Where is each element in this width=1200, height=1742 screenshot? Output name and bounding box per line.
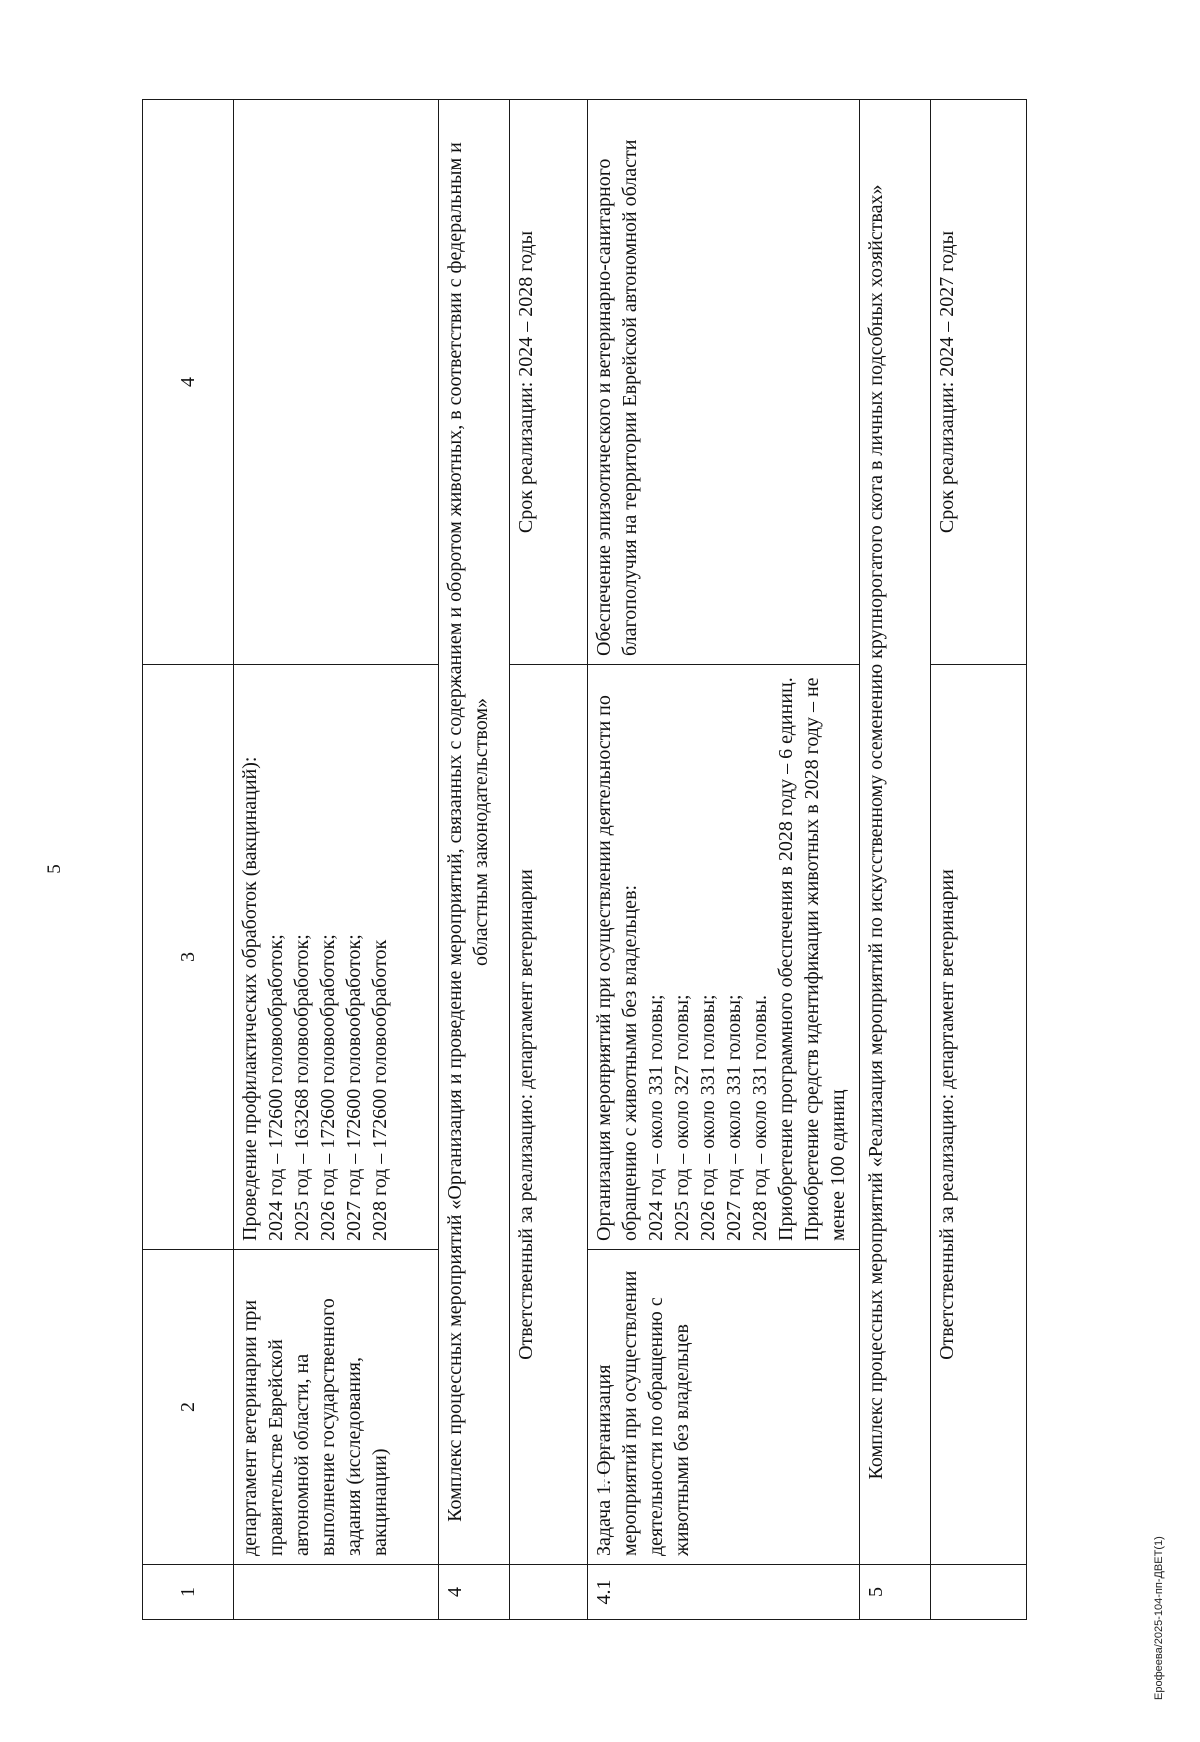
- result-line: Приобретение средств идентификации животных в 2028 году – не менее 100 единиц: [801, 677, 849, 1241]
- section-row: [860, 100, 931, 1620]
- section-info-row: [931, 100, 1027, 1620]
- responsible-cell: департамент ветеринарии при правительстве Еврейской автономной области, на выполнение государственного задания (исследования, вакцинации): [234, 1250, 439, 1565]
- header-col-3: 3: [143, 665, 234, 1250]
- result-line: 2026 год – 172600 головообработок;: [317, 934, 339, 1241]
- table-row: [588, 100, 860, 1620]
- rotated-page-content: [142, 100, 1162, 1620]
- row-number: 4.1: [588, 1565, 860, 1620]
- results-cell: [588, 665, 860, 1250]
- header-col-1: 1: [143, 1565, 234, 1620]
- header-row: [143, 100, 234, 1620]
- section-title: Комплекс процессных мероприятий «Организация и проведение мероприятий, связанных с содержанием и оборотом животных, в соответствии с федеральным и областным законодательством»: [439, 100, 510, 1565]
- result-line: Организация мероприятий при осуществлении деятельности по обращению с животными без владельцев:: [593, 695, 641, 1241]
- result-line: 2025 год – 163268 головообработок;: [291, 934, 313, 1241]
- section-term: Срок реализации: 2024 – 2028 годы: [510, 100, 588, 665]
- result-line: 2025 год – около 327 головы;: [671, 994, 693, 1241]
- section-responsible: Ответственный за реализацию: департамент ветеринарии: [510, 665, 588, 1565]
- result-line: 2028 год – около 331 головы.: [749, 994, 771, 1241]
- result-line: 2024 год – 172600 головообработок;: [265, 934, 287, 1241]
- relation-cell: [234, 100, 439, 665]
- table-row: [234, 100, 439, 1620]
- page-number: 5: [44, 864, 65, 874]
- result-line: Проведение профилактических обработок (вакцинаций):: [239, 756, 261, 1241]
- result-line: 2024 год – около 331 головы;: [645, 994, 667, 1241]
- section-number: 5: [860, 1565, 931, 1620]
- section-responsible: Ответственный за реализацию: департамент ветеринарии: [931, 665, 1027, 1565]
- section-term: Срок реализации: 2024 – 2027 годы: [931, 100, 1027, 665]
- row-number: [234, 1565, 439, 1620]
- header-col-2: 2: [143, 1250, 234, 1565]
- result-line: 2027 год – 172600 головообработок;: [343, 934, 365, 1241]
- section-number: 4: [439, 1565, 510, 1620]
- section-info-row: [510, 100, 588, 1620]
- document-footer-code: Ерофеева/2025-104-пп-ДВЕТ(1): [1153, 1536, 1165, 1700]
- result-line: 2028 год – 172600 головообработок: [369, 939, 391, 1241]
- result-line: Приобретение программного обеспечения в 2028 году – 6 единиц.: [775, 677, 797, 1241]
- relation-cell: Обеспечение эпизоотического и ветеринарно-санитарного благополучия на территории Еврейской автономной области: [588, 100, 860, 665]
- results-cell: [234, 665, 439, 1250]
- task-cell: Задача 1. Организация мероприятий при осуществлении деятельности по обращению с животными без владельцев: [588, 1250, 860, 1565]
- section-row: [439, 100, 510, 1620]
- result-line: 2026 год – около 331 головы;: [697, 994, 719, 1241]
- measures-table: [142, 99, 1027, 1620]
- section-title: Комплекс процессных мероприятий «Реализация мероприятий по искусственному осеменению крупнорогатого скота в личных подсобных хозяйствах»: [860, 100, 931, 1565]
- result-line: 2027 год – около 331 головы;: [723, 994, 745, 1241]
- header-col-4: 4: [143, 100, 234, 665]
